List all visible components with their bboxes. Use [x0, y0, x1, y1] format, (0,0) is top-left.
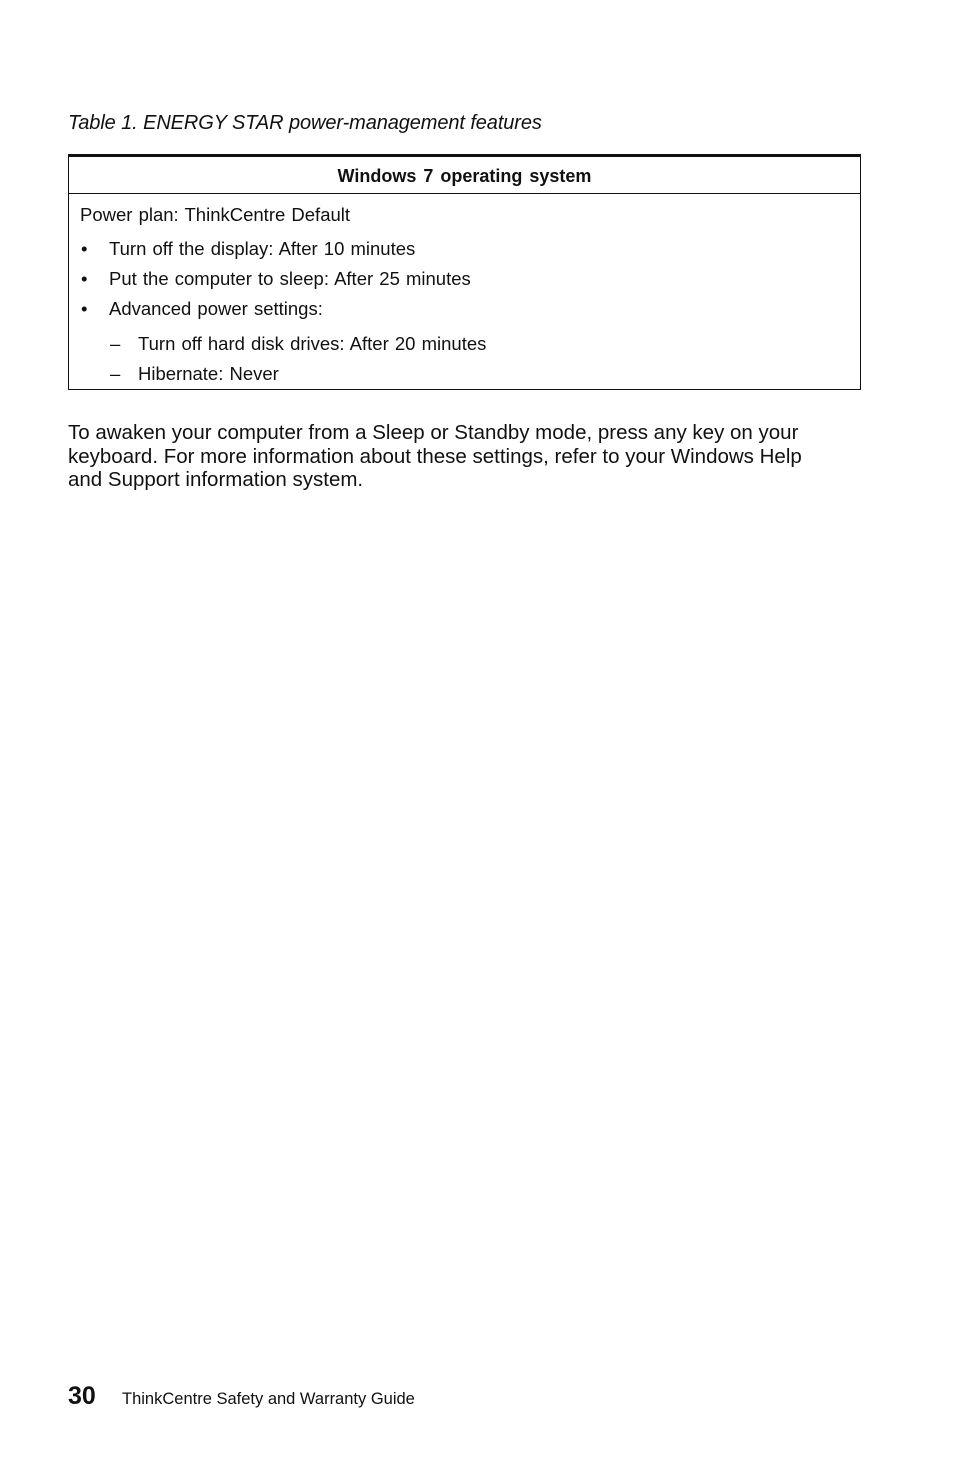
bullet-marker: •	[81, 238, 88, 259]
dash-marker: –	[110, 363, 121, 384]
table-caption: Table 1. ENERGY STAR power-management features	[68, 112, 542, 134]
page-number: 30	[68, 1382, 96, 1410]
paragraph-line: To awaken your computer from a Sleep or Standby mode, press any key on your	[68, 421, 799, 444]
dash-marker: –	[110, 333, 121, 354]
table-header: Windows 7 operating system	[69, 157, 860, 194]
body-paragraph	[68, 421, 868, 492]
sub-list-item: Turn off hard disk drives: After 20 minutes	[138, 333, 487, 354]
bullet-marker: •	[81, 298, 88, 319]
energy-star-table	[68, 154, 861, 390]
list-item: Advanced power settings:	[109, 298, 323, 319]
list-item: Put the computer to sleep: After 25 minutes	[109, 268, 471, 289]
footer-title: ThinkCentre Safety and Warranty Guide	[122, 1390, 415, 1408]
paragraph-line: and Support information system.	[68, 468, 364, 492]
power-plan-text: Power plan: ThinkCentre Default	[80, 204, 351, 225]
paragraph-line: keyboard. For more information about these settings, refer to your Windows Help	[68, 444, 802, 468]
sub-list-item: Hibernate: Never	[138, 363, 279, 384]
list-item: Turn off the display: After 10 minutes	[109, 238, 416, 259]
bullet-marker: •	[81, 268, 88, 289]
